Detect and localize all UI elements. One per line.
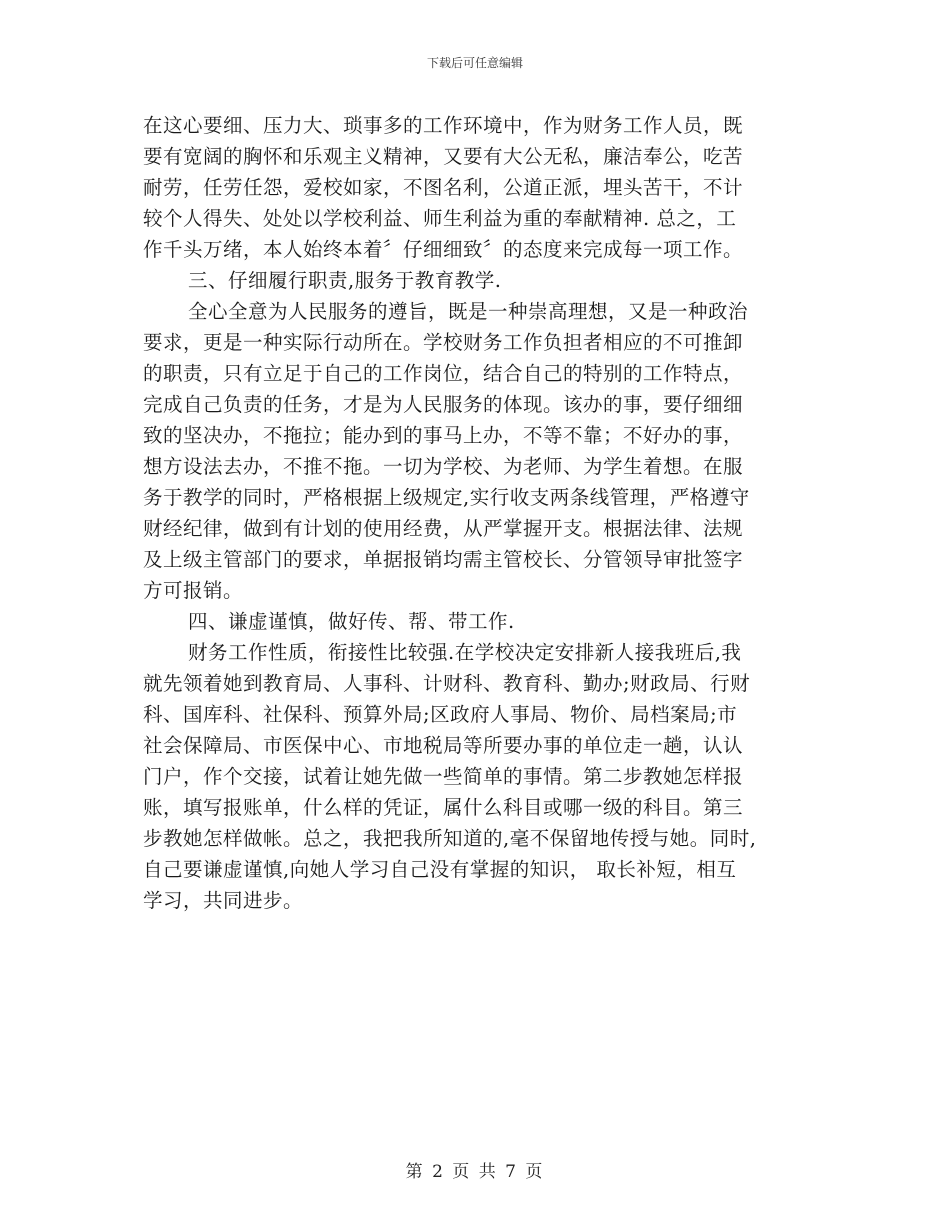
text-line: 想方设法去办，不推不拖。一切为学校、为老师、为学生着想。在服 xyxy=(143,455,744,478)
text-line: 财经纪律，做到有计划的使用经费，从严掌握开支。根据法律、法规 xyxy=(143,517,744,540)
page-number-footer: 第 2 页 共 7 页 xyxy=(405,1162,545,1182)
text-line: 账，填写报账单，什么样的凭证，属什么科目或哪一级的科目。第三 xyxy=(143,796,744,819)
section-heading-4 xyxy=(143,606,818,637)
text-line: 方可报销。 xyxy=(143,579,244,602)
text-line: 作千头万绪，本人始终本着〞仔细细致〞的态度来完成每一项工作。 xyxy=(143,238,744,261)
paragraph-1 xyxy=(143,110,818,265)
text-line: 学习，共同进步。 xyxy=(143,889,304,912)
paragraph-2 xyxy=(143,296,818,606)
text-line: 的职责，只有立足于自己的工作岗位，结合自己的特别的工作特点， xyxy=(143,362,744,385)
text-line: 及上级主管部门的要求，单据报销均需主管校长、分管领导审批签字 xyxy=(143,548,744,571)
header-note: 下载后可任意编辑 xyxy=(426,56,523,70)
text-line: 自己要谦虚谨慎,向她人学习自己没有掌握的知识， 取长补短，相互 xyxy=(143,858,737,881)
text-line: 门户，作个交接，试着让她先做一些简单的事情。第二步教她怎样报 xyxy=(143,765,744,788)
text-line: 就先领着她到教育局、人事科、计财科、教育科、勤办;财政局、行财 xyxy=(143,672,751,695)
paragraph-3 xyxy=(143,637,818,916)
text-line: 全心全意为人民服务的遵旨，既是一种崇高理想，又是一种政治 xyxy=(188,300,749,323)
section-heading-3 xyxy=(143,265,818,296)
text-line: 要有宽阔的胸怀和乐观主义精神，又要有大公无私，廉洁奉公，吃苦 xyxy=(143,145,744,168)
text-line: 步教她怎样做帐。总之，我把我所知道的,毫不保留地传授与她。同时, xyxy=(143,827,757,850)
text-line: 在这心要细、压力大、琐事多的工作环境中，作为财务工作人员，既 xyxy=(143,114,744,137)
text-line: 较个人得失、处处以学校利益、师生利益为重的奉献精神. 总之，工 xyxy=(143,207,737,230)
text-line: 耐劳，任劳任怨，爱校如家，不图名利，公道正派，埋头苦干，不计 xyxy=(143,176,744,199)
text-line: 务于教学的同时，严格根据上级规定,实行收支两条线管理，严格遵守 xyxy=(143,486,750,509)
text-line: 致的坚决办，不拖拉；能办到的事马上办，不等不靠；不好办的事， xyxy=(143,424,744,447)
text-line: 完成自己负责的任务，才是为人民服务的体现。该办的事，要仔细细 xyxy=(143,393,744,416)
heading-text: 四、谦虚谨慎，做好传、帮、带工作. xyxy=(188,610,515,633)
text-line: 财务工作性质，衔接性比较强.在学校决定安排新人接我班后,我 xyxy=(188,641,742,664)
text-line: 要求，更是一种实际行动所在。学校财务工作负担者相应的不可推卸 xyxy=(143,331,744,354)
heading-text: 三、仔细履行职责,服务于教育教学. xyxy=(188,269,502,292)
document-body xyxy=(143,110,818,916)
text-line: 科、国库科、社保科、预算外局;区政府人事局、物价、局档案局;市 xyxy=(143,703,738,726)
text-line: 社会保障局、市医保中心、市地税局等所要办事的单位走一趟，认认 xyxy=(143,734,744,757)
